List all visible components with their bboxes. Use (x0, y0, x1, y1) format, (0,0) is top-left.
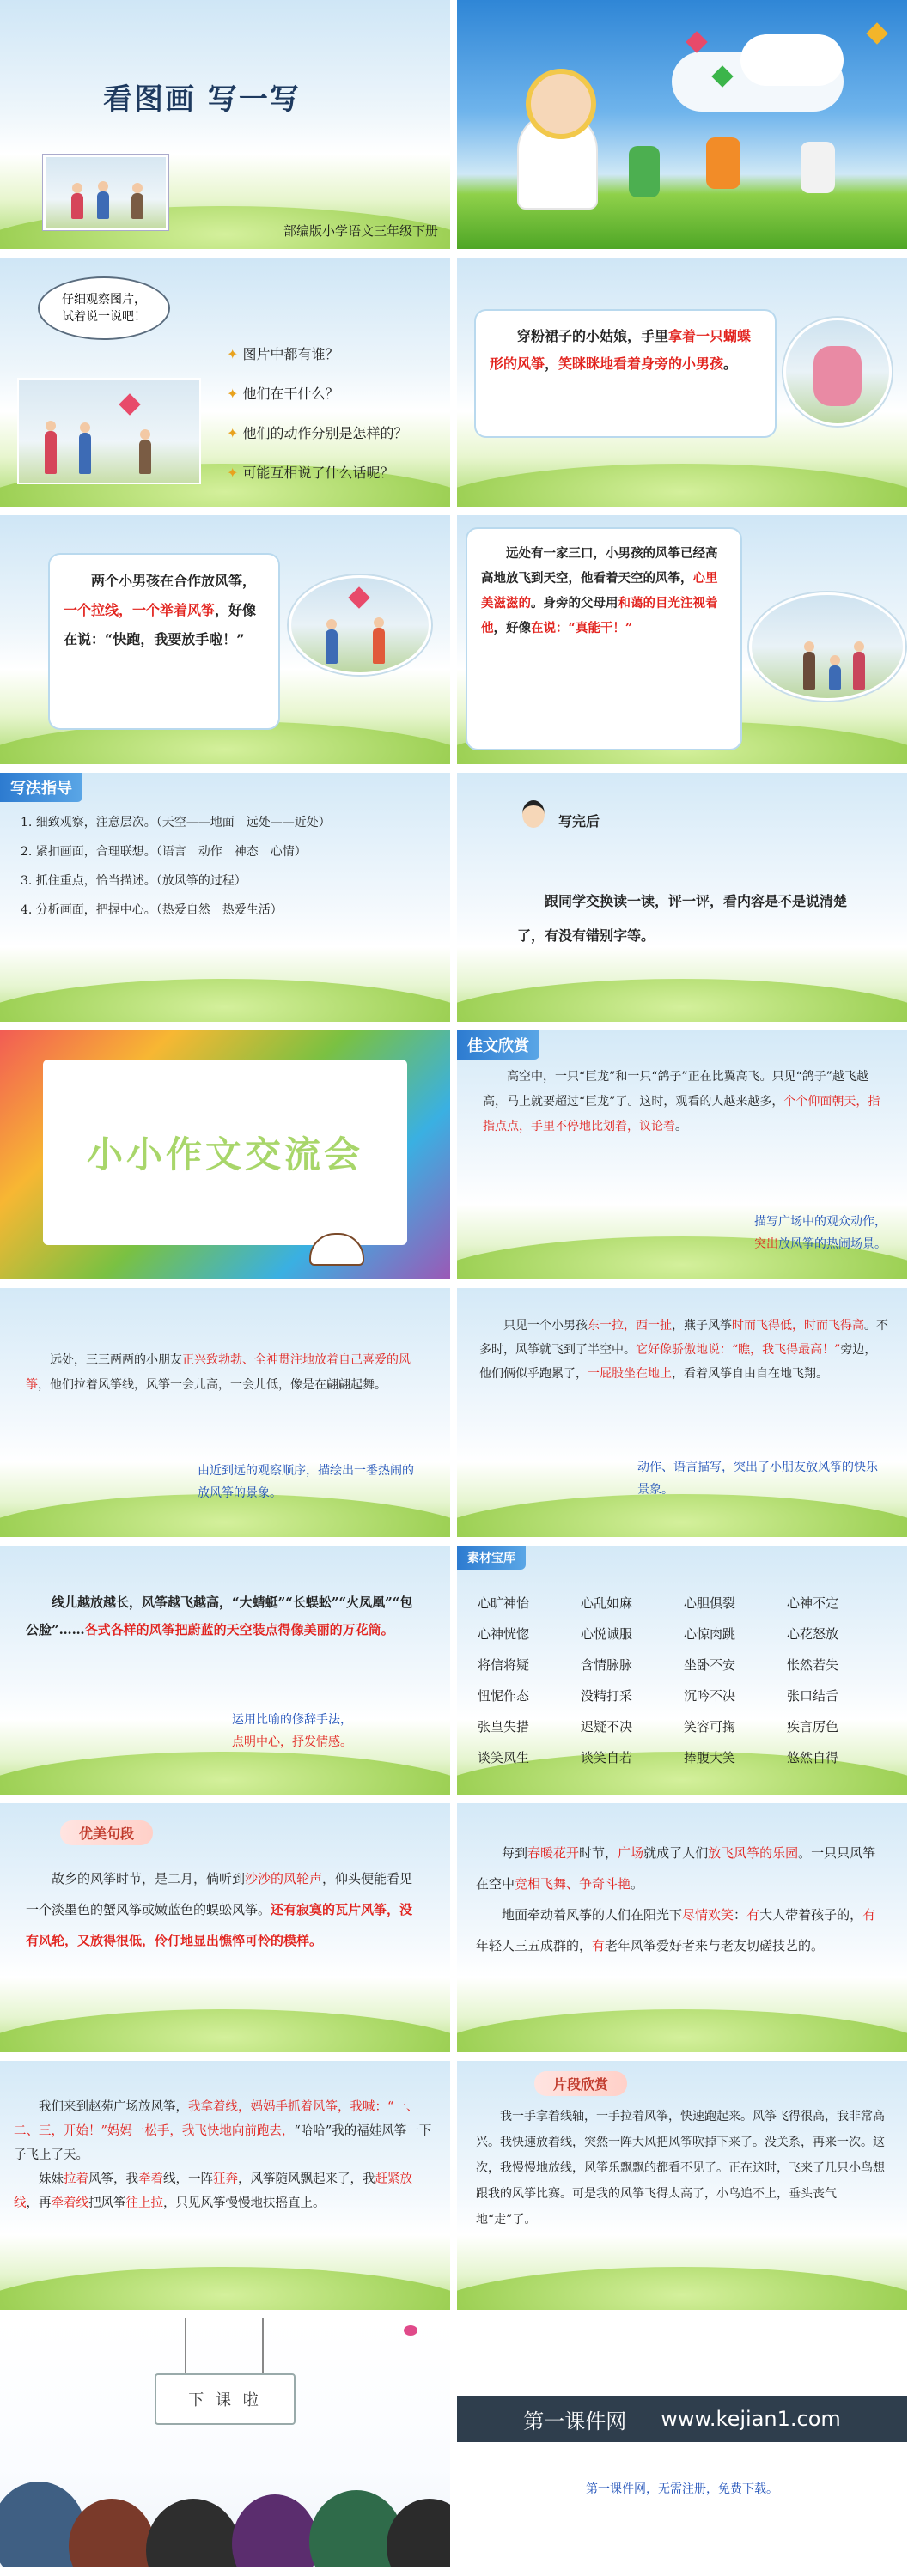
guide-list (21, 811, 424, 922)
girl-head (526, 69, 596, 139)
word: 心胆俱裂 (684, 1595, 736, 1611)
guide-item: 3. 抓住重点，恰当描述。（放风筝的过程） (21, 874, 247, 888)
word: 张口结舌 (787, 1688, 839, 1704)
brand-tagline: 第一课件网，无需注册，免费下载。 (586, 2482, 778, 2496)
kite-icon (866, 22, 887, 44)
question-item: ✦ 他们的动作分别是怎样的？ (227, 425, 408, 441)
thumbnail-picture (43, 155, 168, 230)
slide-questions (0, 258, 450, 507)
guide-item: 4. 分析画面，把握中心。（热爱自然 热爱生活） (21, 903, 283, 917)
slide-footer-brand (457, 2318, 907, 2567)
slide-beautiful-passage (0, 1803, 450, 2052)
end-class-text: 下 课 啦 (188, 2391, 262, 2409)
grass-hill (0, 979, 450, 1022)
slide-excellent-essay-1 (457, 1030, 907, 1279)
speech-bubble (38, 276, 170, 340)
sign-string (185, 2318, 186, 2373)
slide-excellent-essay-4 (0, 1546, 450, 1795)
picture (17, 378, 201, 484)
word: 忸怩作态 (478, 1688, 530, 1704)
word: 将信将疑 (478, 1657, 530, 1673)
slide-fragment-appreciation (457, 2061, 907, 2310)
cloud (740, 34, 844, 86)
word: 没精打采 (581, 1688, 633, 1704)
word: 心花怒放 (787, 1626, 839, 1642)
slide-square-passage (0, 2061, 450, 2310)
bubble-text: 仔细观察图片， 试着说一说吧！ (62, 293, 146, 324)
page-title: 看图画 写一写 (103, 82, 301, 117)
text-box: 远处有一家三口，小男孩的风筝已经高高地放飞到天空，他看着天空的风筝，心里美滋滋的。身旁的父母用和蔼的目光注视着他，好像在说：“真能干！” (466, 527, 742, 750)
end-class-sign (155, 2373, 296, 2425)
subtitle: 部编版小学语文三年级下册 (283, 223, 438, 239)
section-header: 写法指导 (0, 773, 82, 802)
after-writing-body: 跟同学交换读一读，评一评，看内容是不是说清楚了，有没有错别字等。 (517, 893, 848, 944)
children-silhouettes (0, 2473, 450, 2567)
word: 迟疑不决 (581, 1719, 633, 1735)
word: 心惊肉跳 (684, 1626, 736, 1642)
boys-circle-picture (289, 575, 431, 675)
guide-item: 2. 紧扣画面，合理联想。（语言 动作 神态 心情） (21, 845, 307, 859)
slide-writing-guide (0, 773, 450, 1022)
essay-paragraph: 我一手拿着线轴，一手拉着风筝，快速跑起来。风筝飞得很高，我非常高兴。我快速放着线，突然一阵大风把风筝吹掉下来了。没关系，再来一次。这次，我慢慢地放线，风筝乐飘飘的都看不见了。正在这时，飞来了几只小鸟想跟我的风筝比赛。可是我的风筝飞得太高了，小鸟追不上，垂头丧气地“走”了。 (476, 2110, 885, 2227)
sign-string (262, 2318, 264, 2373)
annotation: 运用比喻的修辞手法， 点明中心，抒发情感。 (232, 1713, 352, 1749)
boy-figure (706, 137, 740, 189)
word: 谈笑自若 (581, 1750, 633, 1765)
word: 笑容可掬 (684, 1719, 736, 1735)
family-circle-picture (749, 592, 905, 701)
word: 坐卧不安 (684, 1657, 736, 1673)
slide-family (457, 515, 907, 764)
section-tag: 片段欣赏 (534, 2071, 627, 2096)
grass-hill (457, 464, 907, 507)
essay-paragraph: 每到春暖花开时节，广场就成了人们放飞风筝的乐园。一只只风筝在空中竞相飞舞、争奇斗艳。 地面牵动着风筝的人们在阳光下尽情欢笑：有大人带着孩子的，有年轻人三五成群的，有老年风筝爱好者来与老友切磋技艺的。 (476, 1845, 876, 1953)
word: 谈笑风生 (478, 1750, 530, 1765)
text-box: 穿粉裙子的小姑娘，手里拿着一只蝴蝶形的风筝，笑眯眯地看着身旁的小男孩。 (474, 309, 777, 438)
word: 怅然若失 (787, 1657, 839, 1673)
grass-hill (457, 979, 907, 1022)
graduate-icon (522, 800, 545, 828)
grass-hill (457, 2267, 907, 2310)
slide-hero-picture (457, 0, 907, 249)
boy-figure (801, 142, 835, 193)
grass-hill (457, 2009, 907, 2052)
annotation: 由近到远的观察顺序，描绘出一番热闹的放风筝的景象。 (198, 1464, 414, 1500)
word: 张皇失措 (478, 1719, 530, 1735)
brand-name: 第一课件网 (523, 2409, 627, 2433)
word: 悠然自得 (787, 1750, 839, 1765)
brand-url[interactable]: www.kejian1.com (661, 2407, 841, 2431)
slide-title (0, 0, 450, 249)
exchange-title: 小小作文交流会 (86, 1133, 363, 1176)
brand-bar (457, 2396, 907, 2442)
slide-park-passage (457, 1803, 907, 2052)
bird-icon (404, 2325, 417, 2336)
boy-figure (629, 146, 660, 197)
slide-girl-description (457, 258, 907, 507)
grass-hill (0, 2009, 450, 2052)
question-item: ✦ 可能互相说了什么话呢？ (227, 465, 394, 481)
word: 心神不定 (787, 1595, 839, 1611)
essay-paragraph: 高空中，一只“巨龙”和一只“鸽子”正在比翼高飞。只见“鸽子”越飞越高，马上就要超过“巨龙”了。这时，观看的人越来越多，个个仰面朝天，指指点点，手里不停地比划着，议论着。 (483, 1070, 880, 1133)
question-item: ✦ 他们在干什么？ (227, 386, 339, 402)
essay-paragraph: 远处，三三两两的小朋友正兴致勃勃、全神贯注地放着自己喜爱的风筝，他们拉着风筝线，风筝一会儿高，一会儿低，像是在翩翩起舞。 (26, 1353, 411, 1392)
slide-exchange-title (0, 1030, 450, 1279)
essay-paragraph: 线儿越放越长，风筝越飞越高，“大蜻蜓”“长蜈蚣”“火凤凰”“包公脸”……各式各样的风筝把蔚蓝的天空装点得像美丽的万花筒。 (26, 1595, 413, 1637)
word: 心神恍惚 (478, 1626, 530, 1642)
text-box: 两个小男孩在合作放风筝，一个拉线，一个举着风筝，好像在说：“快跑，我要放手啦！” (48, 553, 280, 730)
essay-paragraph: 故乡的风筝时节，是二月，倘听到沙沙的风轮声，仰头便能看见一个淡墨色的蟹风筝或嫩蓝色的蜈蚣风筝。还有寂寞的瓦片风筝，没有风轮，又放得很低，伶仃地显出憔悴可怜的模样。 (26, 1871, 413, 1948)
section-tag: 优美句段 (60, 1820, 153, 1845)
word: 沉吟不决 (684, 1688, 736, 1704)
slide-material-bank (457, 1546, 907, 1795)
word: 捧腹大笑 (684, 1750, 736, 1765)
word-grid (478, 1594, 890, 1766)
slide-two-boys (0, 515, 450, 764)
essay-paragraph: 我们来到赵苑广场放风筝，我拿着线，妈妈手抓着风筝，我喊：“一、二、三，开始！”妈妈一松手，我飞快地向前跑去，“哈哈”我的福娃风筝一下子飞上了天。 妹妹拉着风筝，我牵着线，一阵狂奔，风筝随风飘起来了，我赶紧放线，再牵着线把风筝往上拉，只见风筝慢慢地扶摇直上。 (14, 2100, 432, 2210)
word: 疾言厉色 (787, 1719, 839, 1735)
section-header: 素材宝库 (457, 1546, 526, 1570)
girl-figure (813, 346, 862, 406)
slide-after-writing (457, 773, 907, 1022)
word: 含情脉脉 (581, 1657, 633, 1673)
word: 心悦诚服 (581, 1626, 633, 1642)
section-header: 佳文欣赏 (457, 1030, 539, 1060)
slide-excellent-essay-3 (457, 1288, 907, 1537)
question-list (227, 335, 408, 493)
word: 心乱如麻 (581, 1595, 633, 1611)
annotation: 描写广场中的观众动作， 突出放风筝的热闹场景。 (754, 1215, 887, 1251)
guide-item: 1. 细致观察，注意层次。（天空——地面 远处——近处） (21, 816, 331, 829)
grass-hill (0, 2267, 450, 2310)
annotation: 动作、语言描写，突出了小朋友放风筝的快乐景象。 (637, 1461, 878, 1497)
after-writing-heading: 写完后 (558, 813, 600, 829)
slide-excellent-essay-2 (0, 1288, 450, 1537)
question-item: ✦ 图片中都有谁？ (227, 346, 339, 362)
essay-paragraph: 只见一个小男孩东一拉，西一扯，燕子风筝时而飞得低，时而飞得高。不多时，风筝就飞到了半空中。它好像骄傲地说：“瞧，我飞得最高！”旁边，他们俩似乎跑累了，一屁股坐在地上，看着风筝自由自在地飞翔。 (479, 1319, 888, 1381)
kite-icon (686, 31, 707, 52)
slide-end-class (0, 2318, 450, 2567)
girl-circle-picture (783, 318, 892, 426)
grass-hill (0, 1752, 450, 1795)
word: 心旷神怡 (478, 1595, 530, 1611)
